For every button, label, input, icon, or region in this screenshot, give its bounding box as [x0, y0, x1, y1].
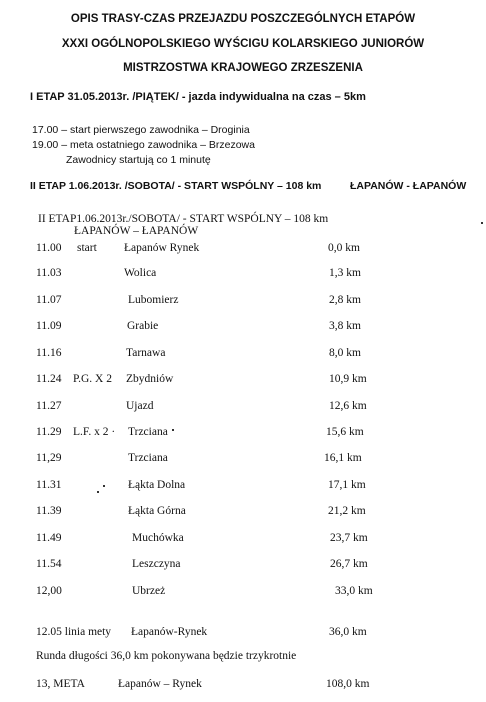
row-place: Tarnawa: [126, 347, 166, 359]
stage1-heading: I ETAP 31.05.2013r. /PIĄTEK/ - jazda indywidualna na czas – 5km: [30, 91, 366, 103]
header-line-1: OPIS TRASY-CZAS PRZEJAZDU POSZCZEGÓLNYCH ETAPÓW: [70, 13, 416, 25]
final-label: 13, META: [36, 678, 85, 690]
row-place: Trzciana: [128, 452, 168, 464]
row-distance: 33,0 km: [335, 585, 373, 597]
row-time: 11,29: [36, 452, 62, 464]
row-distance: 15,6 km: [326, 426, 364, 438]
final-distance: 108,0 km: [326, 678, 370, 690]
row-place: Muchówka: [132, 532, 184, 544]
row-place: Trzciana: [128, 426, 168, 438]
row-time: 11.00: [36, 242, 62, 254]
finish-line-distance: 36,0 km: [329, 626, 367, 638]
row-place: Łąkta Dolna: [128, 479, 186, 491]
row-distance: 26,7 km: [330, 558, 368, 570]
stage1-line-1: 17.00 – start pierwszego zawodnika – Droginia: [32, 124, 250, 136]
row-distance: 2,8 km: [329, 294, 361, 306]
row-distance: 17,1 km: [328, 479, 366, 491]
row-place: Grabie: [127, 320, 159, 332]
row-distance: 12,6 km: [329, 400, 367, 412]
header-line-3: MISTRZOSTWA KRAJOWEGO ZRZESZENIA: [123, 62, 363, 74]
row-distance: 23,7 km: [330, 532, 368, 544]
final-place: Łapanów – Rynek: [118, 678, 202, 690]
row-distance: 0,0 km: [328, 242, 360, 254]
row-note: L.F. x 2 ·: [73, 426, 116, 438]
row-note: P.G. X 2: [73, 373, 112, 385]
finish-line-label: 12.05 linia mety: [36, 626, 112, 638]
header-line-2: XXXI OGÓLNOPOLSKIEGO WYŚCIGU KOLARSKIEGO JUNIORÓW: [61, 38, 425, 50]
row-time: 11.16: [36, 347, 62, 359]
stage2-heading-sans: II ETAP 1.06.2013r. /SOBOTA/ - START WSPÓLNY – 108 km: [30, 180, 322, 192]
row-distance: 3,8 km: [329, 320, 361, 332]
row-time: 11.09: [36, 320, 62, 332]
row-distance: 8,0 km: [329, 347, 361, 359]
row-place: Łapanów Rynek: [124, 242, 200, 254]
stage1-line-2: 19.00 – meta ostatniego zawodnika – Brzezowa: [32, 139, 255, 151]
row-place: Zbydniów: [126, 373, 174, 385]
scan-speck: [103, 485, 105, 487]
scan-speck: [97, 491, 99, 493]
row-place: Lubomierz: [128, 294, 179, 306]
finish-line-place: Łapanów-Rynek: [131, 626, 208, 638]
scan-speck: [481, 222, 483, 224]
row-place: Wolica: [124, 267, 157, 279]
row-time: 11.27: [36, 400, 62, 412]
row-note: start: [77, 242, 97, 254]
stage2-route-serif: ŁAPANÓW – ŁAPANÓW: [74, 225, 199, 237]
stage2-heading-serif: II ETAP1.06.2013r./SOBOTA/ - START WSPÓLNY – 108 km: [38, 213, 329, 225]
row-time: 11.07: [36, 294, 62, 306]
stage1-line-3: Zawodnicy startują co 1 minutę: [66, 154, 211, 166]
row-time: 11.24: [36, 373, 62, 385]
row-distance: 21,2 km: [328, 505, 366, 517]
row-time: 12,00: [36, 585, 62, 597]
row-distance: 1,3 km: [329, 267, 361, 279]
row-time: 11.54: [36, 558, 62, 570]
stage2-route-sans: ŁAPANÓW - ŁAPANÓW: [350, 180, 467, 192]
row-time: 11.03: [36, 267, 62, 279]
row-distance: 16,1 km: [324, 452, 362, 464]
row-time: 11.49: [36, 532, 62, 544]
row-place: Łąkta Górna: [128, 505, 186, 517]
row-time: 11.29: [36, 426, 62, 438]
row-place: Ubrzeż: [132, 585, 166, 597]
laps-note: Runda długości 36,0 km pokonywana będzie trzykrotnie: [36, 650, 297, 662]
row-time: 11.31: [36, 479, 62, 491]
row-place: Ujazd: [126, 400, 154, 412]
scan-speck: [172, 429, 174, 431]
row-distance: 10,9 km: [329, 373, 367, 385]
row-time: 11.39: [36, 505, 62, 517]
row-place: Leszczyna: [132, 558, 181, 570]
